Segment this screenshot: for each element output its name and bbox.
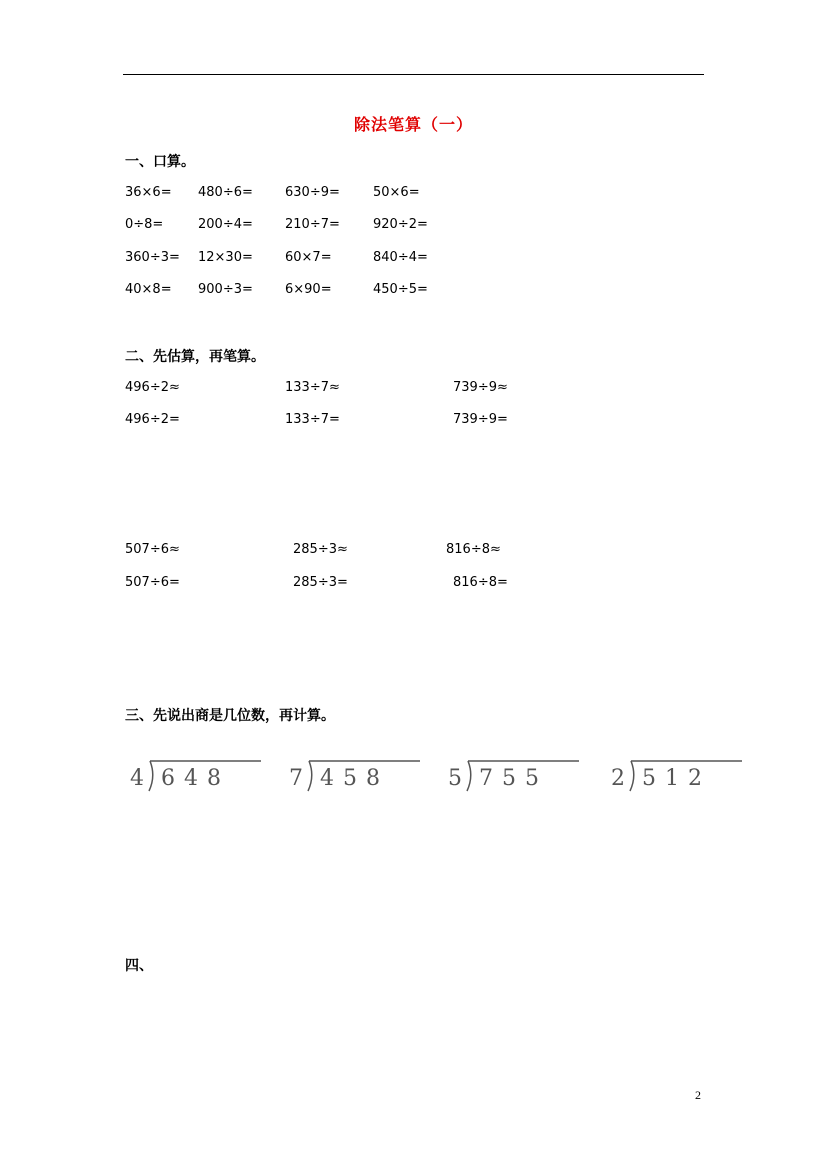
divisor: 4 bbox=[130, 766, 144, 791]
oral-calc-item: 900÷3= bbox=[198, 282, 253, 297]
page-number: 2 bbox=[695, 1088, 701, 1102]
section-3-heading: 三、先说出商是几位数，再计算。 bbox=[125, 708, 335, 724]
oral-calc-item: 480÷6= bbox=[198, 185, 253, 200]
exact-item: 739÷9= bbox=[453, 412, 508, 427]
header-rule bbox=[123, 74, 704, 75]
dividend: 648 bbox=[161, 766, 230, 791]
oral-calc-item: 210÷7= bbox=[285, 217, 340, 232]
long-division-problem bbox=[611, 757, 746, 797]
page-title: 除法笔算（一） bbox=[353, 115, 473, 134]
estimate-item: 285÷3≈ bbox=[293, 542, 348, 557]
estimate-item: 816÷8≈ bbox=[446, 542, 501, 557]
long-division-problem bbox=[130, 757, 265, 797]
dividend: 512 bbox=[642, 766, 711, 791]
oral-calc-item: 12×30= bbox=[198, 250, 253, 265]
oral-calc-item: 36×6= bbox=[125, 185, 172, 200]
oral-calc-item: 360÷3= bbox=[125, 250, 180, 265]
dividend: 755 bbox=[479, 766, 548, 791]
exact-item: 816÷8= bbox=[453, 575, 508, 590]
oral-calc-item: 840÷4= bbox=[373, 250, 428, 265]
exact-item: 507÷6= bbox=[125, 575, 180, 590]
divisor: 7 bbox=[289, 766, 303, 791]
oral-calc-item: 6×90= bbox=[285, 282, 332, 297]
exact-item: 285÷3= bbox=[293, 575, 348, 590]
oral-calc-item: 920÷2= bbox=[373, 217, 428, 232]
oral-calc-item: 0÷8= bbox=[125, 217, 164, 232]
estimate-item: 507÷6≈ bbox=[125, 542, 180, 557]
exact-item: 133÷7= bbox=[285, 412, 340, 427]
oral-calc-item: 40×8= bbox=[125, 282, 172, 297]
estimate-item: 496÷2≈ bbox=[125, 380, 180, 395]
long-division-problem bbox=[448, 757, 583, 797]
estimate-item: 133÷7≈ bbox=[285, 380, 340, 395]
oral-calc-item: 200÷4= bbox=[198, 217, 253, 232]
oral-calc-item: 60×7= bbox=[285, 250, 332, 265]
section-1-heading: 一、口算。 bbox=[125, 154, 195, 170]
oral-calc-item: 450÷5= bbox=[373, 282, 428, 297]
oral-calc-item: 630÷9= bbox=[285, 185, 340, 200]
oral-calc-item: 50×6= bbox=[373, 185, 420, 200]
section-4-heading: 四、 bbox=[125, 958, 153, 974]
section-2-heading: 二、先估算，再笔算。 bbox=[125, 349, 265, 365]
divisor: 5 bbox=[448, 766, 462, 791]
estimate-item: 739÷9≈ bbox=[453, 380, 508, 395]
long-division-problem bbox=[289, 757, 424, 797]
dividend: 458 bbox=[320, 766, 389, 791]
divisor: 2 bbox=[611, 766, 625, 791]
exact-item: 496÷2= bbox=[125, 412, 180, 427]
